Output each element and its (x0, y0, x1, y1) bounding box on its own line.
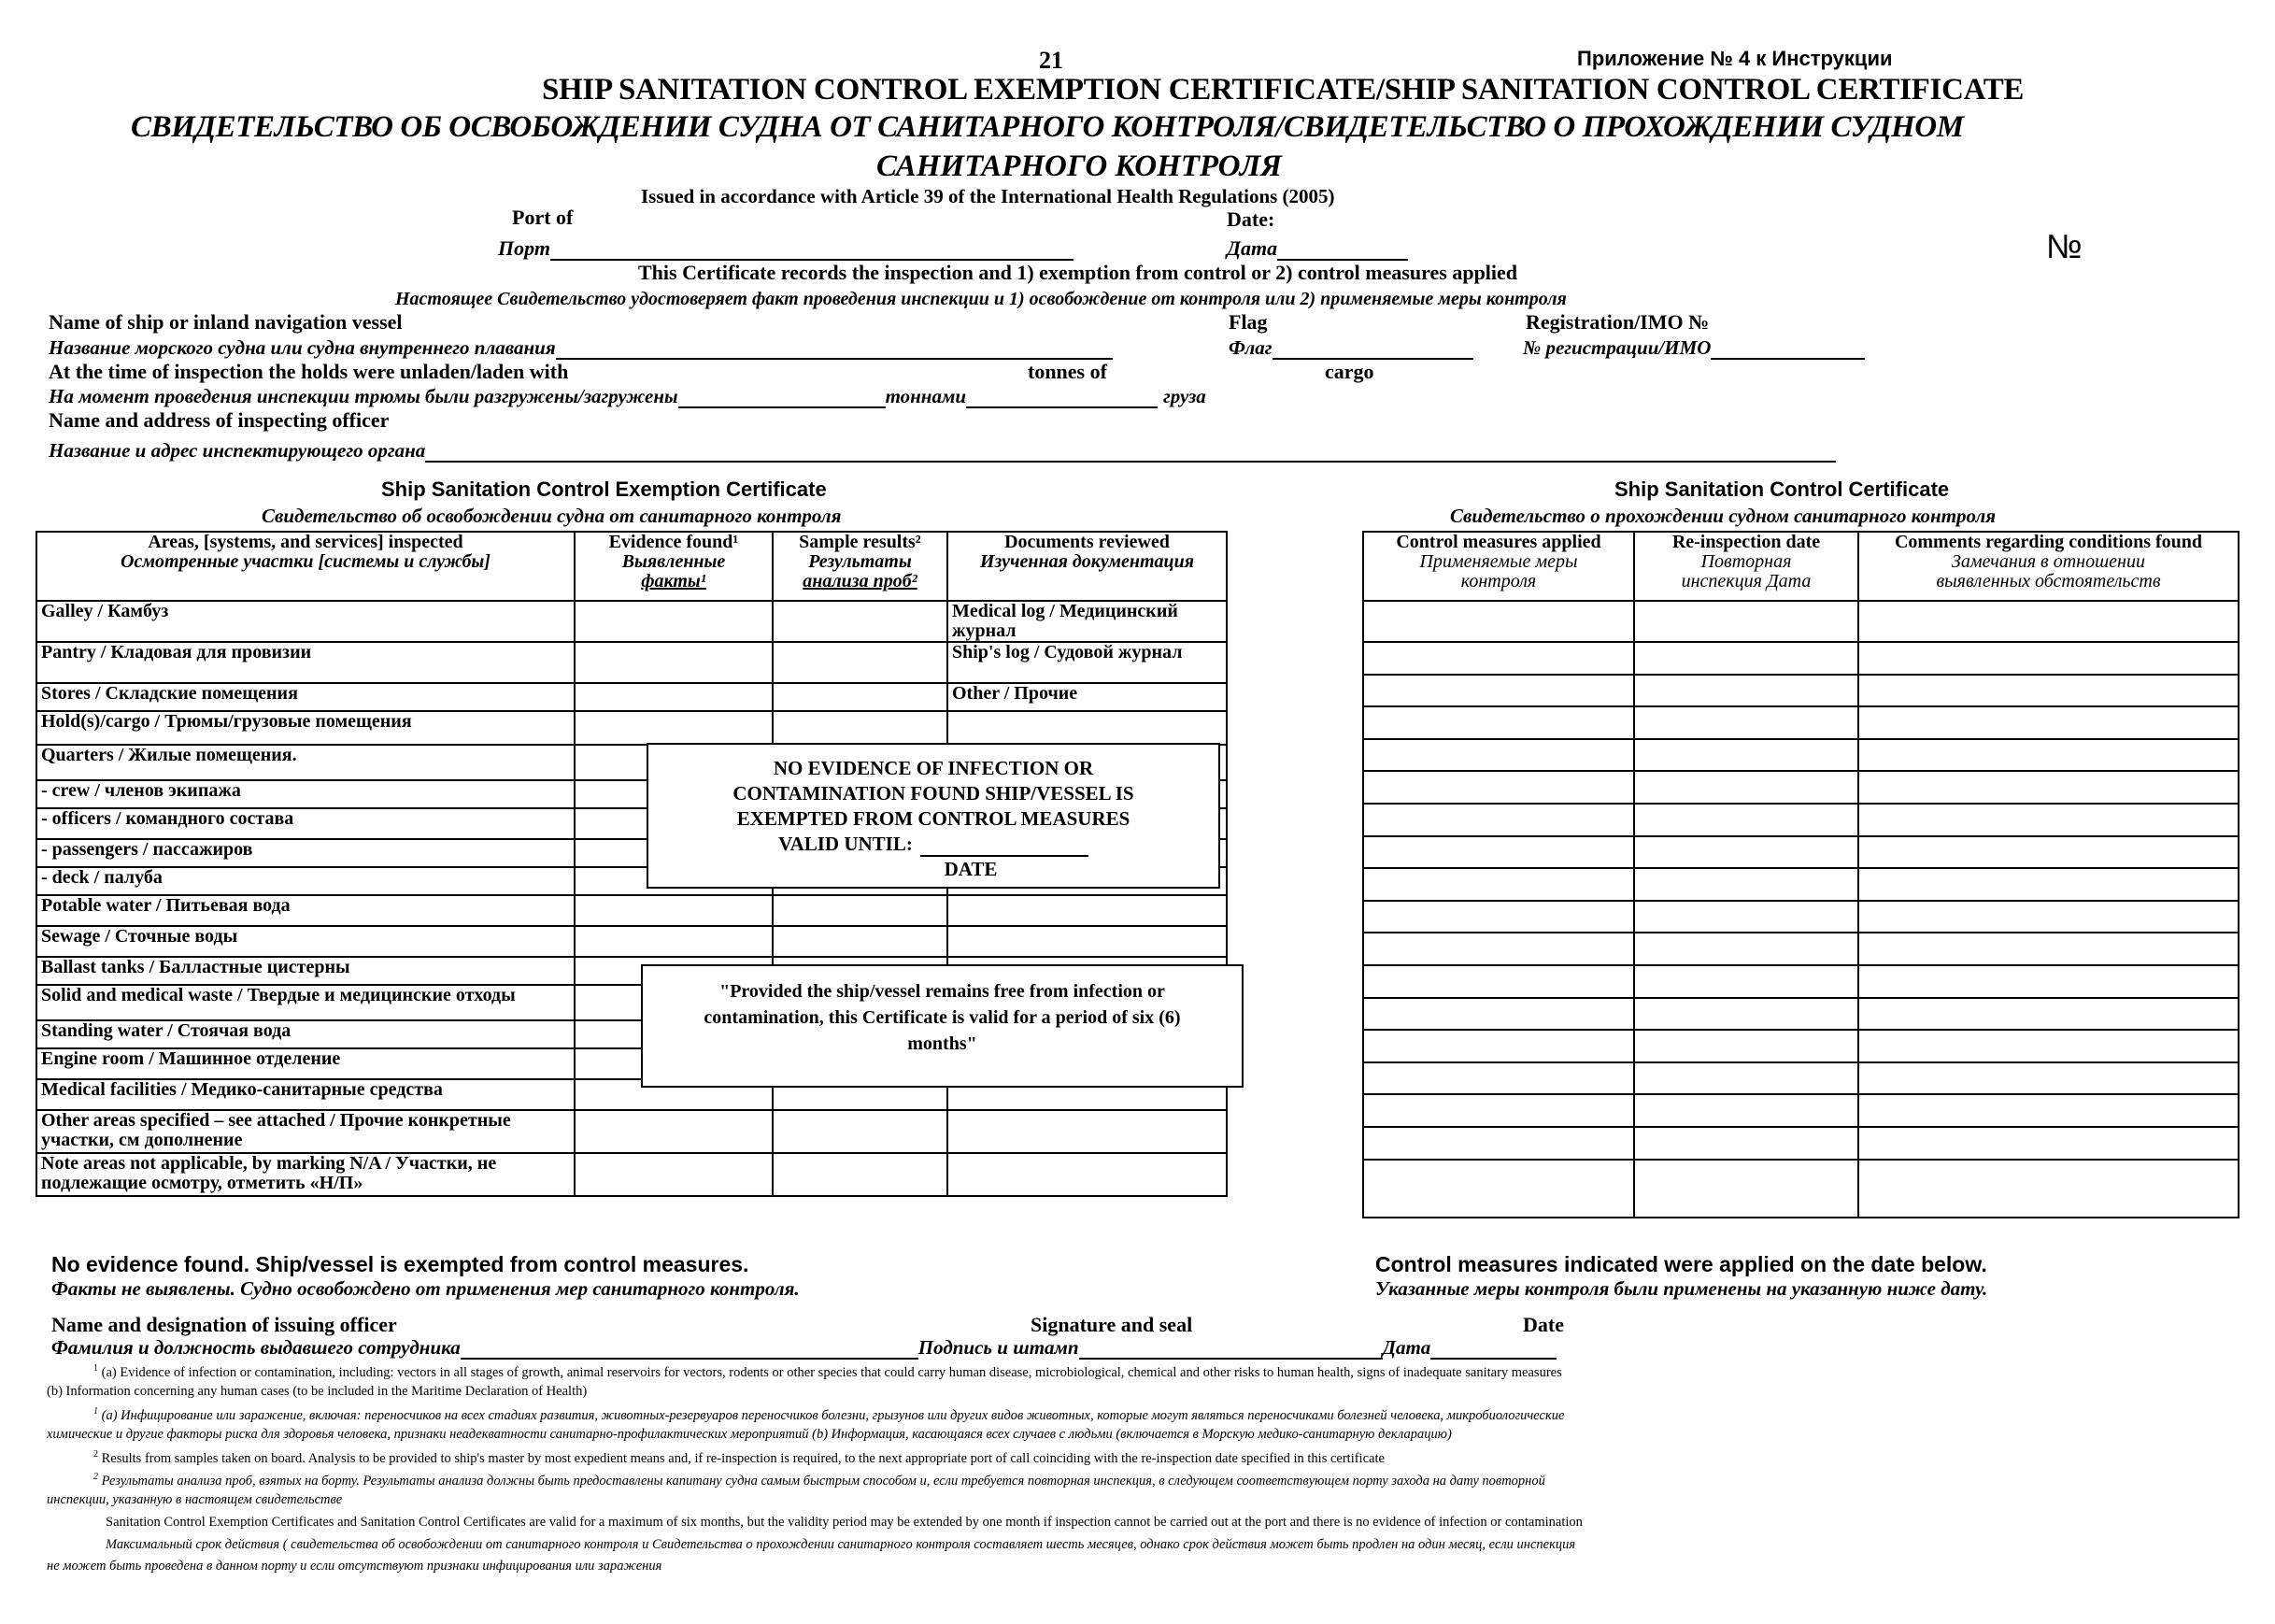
documents-cell[interactable] (947, 711, 1227, 745)
area-label: Stores / Складские помещения (41, 683, 298, 704)
measures-cell[interactable] (1363, 1030, 1634, 1062)
area-label: - deck / палуба (41, 867, 163, 888)
footnote-2-ru-a: $^2$ Результаты анализа проб, взятых на борту. Результаты анализа должны быть предоставлены капитану судна самым быстрым способом и, если требуется повторная инспекция, в следующем соответствующем порту захода на дату повторной (93, 1472, 1545, 1489)
measures-cell[interactable] (1363, 933, 1634, 965)
cargo-label: cargo (1325, 360, 1374, 383)
area-cell (36, 957, 575, 985)
table-row (36, 1153, 1227, 1196)
table-row (36, 895, 1227, 926)
date-field[interactable] (1277, 238, 1408, 261)
evidence-cell[interactable] (575, 711, 773, 745)
exemption-header-row (36, 532, 1227, 601)
footnote-1-en-a-text: (a) Evidence of infection or contamination, including: vectors in all stages of growth, animal reservoirs for vectors, rodents or other species that could carry human disease, microbiological, chemical and other risks to human health, signs of inadequate sanitary measures (101, 1364, 1562, 1380)
table-row (1363, 706, 2239, 739)
measures-cell[interactable] (1363, 1160, 1634, 1218)
table-row (1363, 804, 2239, 836)
area-label: - crew / членов экипажа (41, 780, 241, 801)
control-table (1362, 531, 2239, 1218)
issuing-officer-label-ru: Фамилия и должность выдавшего сотрудника (51, 1336, 461, 1359)
tonnes-label-ru: тоннами (885, 385, 967, 407)
measures-cell[interactable] (1363, 1062, 1634, 1095)
officer-field[interactable] (425, 440, 1836, 463)
registration-field[interactable] (1711, 337, 1865, 360)
footnote-1-en-a: $^1$ (a) Evidence of infection or contamination, including: vectors in all stages of growth, animal reservoirs for vectors, rodents or other species that could carry human disease, microbiological, chemical and other risks to human health, signs of inadequate sanitary measures (93, 1363, 1562, 1380)
evidence-cell[interactable] (575, 642, 773, 683)
area-label: Solid and medical waste / Твердые и медицинские отходы (41, 985, 516, 1005)
tonnes-field[interactable] (966, 386, 1158, 408)
area-label: Note areas not applicable, by marking N/A / Участки, не подлежащие осмотру, отметить «Н/П» (41, 1153, 497, 1193)
comments-cell[interactable] (1858, 1030, 2239, 1062)
measures-cell[interactable] (1363, 836, 1634, 869)
signature-date-label: Date (1523, 1313, 1564, 1336)
registration-label: Registration/IMO № (1526, 310, 1710, 334)
measures-cell[interactable] (1363, 965, 1634, 998)
ship-name-field[interactable] (556, 337, 1113, 360)
area-cell (36, 780, 575, 808)
reinspection-cell[interactable] (1634, 675, 1858, 707)
measures-cell[interactable] (1363, 804, 1634, 836)
measures-cell[interactable] (1363, 675, 1634, 707)
table-row (1363, 868, 2239, 901)
certificate-number-sign: № (2046, 227, 2083, 265)
area-cell (36, 1048, 575, 1079)
comments-cell[interactable] (1858, 1160, 2239, 1218)
col-areas-header-ru: Осмотренные участки [системы и службы] (121, 551, 491, 572)
table-row (36, 711, 1227, 745)
table-row (1363, 836, 2239, 869)
reinspection-cell[interactable] (1634, 998, 1858, 1031)
exemption-summary: No evidence found. Ship/vessel is exempted from control measures. (51, 1252, 749, 1276)
evidence-cell[interactable] (575, 601, 773, 642)
table-row (1363, 1030, 2239, 1062)
col-comments-header-ru-1: Замечания в отношении (1952, 551, 2145, 572)
title-english: SHIP SANITATION CONTROL EXEMPTION CERTIFICATE/SHIP SANITATION CONTROL CERTIFICATE (542, 73, 2025, 107)
exemption-title-ru: Свидетельство об освобождении судна от санитарного контроля (262, 505, 842, 527)
evidence-cell[interactable] (575, 895, 773, 926)
sample-cell[interactable] (773, 895, 947, 926)
col-measures-header: Control measures applied (1396, 532, 1601, 552)
col-measures-header-ru-2: контроля (1460, 571, 1537, 591)
control-summary: Control measures indicated were applied on the date below. (1375, 1252, 1987, 1276)
validity-stamp-box (641, 964, 1244, 1088)
col-measures-header-ru-1: Применяемые меры (1419, 551, 1578, 572)
table-row (36, 926, 1227, 957)
area-cell (36, 745, 575, 780)
footnote-1-ru-b: химические и другие факторы риска для здоровья человека, признаки неадекватности санитарно-профилактических мероприятий (b) Информация, касающаяся всех случаев с людьми (включается в Морскую медико-санитарную декларацию) (47, 1427, 1452, 1442)
validity-note-en: Sanitation Control Exemption Certificates and Sanitation Control Certificates are valid for a maximum of six months, but the validity period may be extended by one month if inspection cannot be carried out at the port and there is no evidence of infection or contamination (106, 1515, 1583, 1530)
reinspection-cell[interactable] (1634, 804, 1858, 836)
date-label-ru: Дата (1227, 236, 1278, 260)
records-text: This Certificate records the inspection and 1) exemption from control or 2) control measures applied (638, 261, 1518, 284)
title-russian-line-1: СВИДЕТЕЛЬСТВО ОБ ОСВОБОЖДЕНИИ СУДНА ОТ САНИТАРНОГО КОНТРОЛЯ/СВИДЕТЕЛЬСТВО О ПРОХОЖДЕНИИ СУДНОМ (131, 110, 1964, 144)
footnote-2-ru-b: инспекции, указанную в настоящем свидетельстве (47, 1492, 343, 1507)
exemption-title: Ship Sanitation Control Exemption Certificate (381, 477, 827, 501)
area-label: Quarters / Жилые помещения. (41, 745, 297, 765)
comments-cell[interactable] (1858, 836, 2239, 869)
area-cell (36, 642, 575, 683)
control-title-ru: Свидетельство о прохождении судном санитарного контроля (1450, 505, 1997, 527)
exemption-summary-ru: Факты не выявлены. Судно освобождено от применения мер санитарного контроля. (51, 1277, 800, 1300)
area-cell (36, 926, 575, 957)
area-label: Standing water / Стоячая вода (41, 1020, 291, 1041)
measures-cell[interactable] (1363, 1127, 1634, 1160)
evidence-cell[interactable] (575, 1153, 773, 1196)
signature-label: Signature and seal (1031, 1313, 1193, 1336)
area-cell (36, 711, 575, 745)
col-reinspection-header: Re-inspection date (1671, 532, 1821, 552)
area-cell (36, 683, 575, 711)
officer-label: Name and address of inspecting officer (49, 408, 390, 432)
evidence-cell[interactable] (575, 1110, 773, 1153)
appendix-note: Приложение № 4 к Инструкции (1577, 47, 1893, 70)
area-label: Other areas specified – see attached / Прочие конкретные участки, см дополнение (41, 1110, 511, 1150)
records-text-ru: Настоящее Свидетельство удостоверяет факт проведения инспекции и 1) освобождение от контроля или 2) применяемые меры контроля (395, 289, 1567, 309)
area-cell (36, 1079, 575, 1110)
measures-cell[interactable] (1363, 901, 1634, 933)
flag-label: Flag (1229, 310, 1268, 334)
table-row (1363, 998, 2239, 1031)
documents-cell[interactable] (947, 926, 1227, 957)
comments-cell[interactable] (1858, 804, 2239, 836)
area-cell (36, 867, 575, 895)
measures-cell[interactable] (1363, 998, 1634, 1031)
area-cell (36, 808, 575, 839)
registration-label-ru: № регистрации/ИМО (1523, 336, 1712, 359)
sample-cell[interactable] (773, 711, 947, 745)
exemption-stamp-text: NO EVIDENCE OF INFECTION OR CONTAMINATION FOUND SHIP/VESSEL IS EXEMPTED FROM CONTROL MEASURES (732, 757, 1134, 830)
valid-until-field[interactable] (920, 838, 1088, 857)
area-cell (36, 1020, 575, 1048)
measures-cell[interactable] (1363, 1094, 1634, 1127)
control-summary-ru: Указанные меры контроля были применены на указанную ниже дату. (1375, 1277, 1988, 1300)
comments-cell[interactable] (1858, 771, 2239, 804)
measures-cell[interactable] (1363, 601, 1634, 642)
comments-cell[interactable] (1858, 1062, 2239, 1095)
reinspection-cell[interactable] (1634, 933, 1858, 965)
table-row (1363, 675, 2239, 707)
measures-cell[interactable] (1363, 642, 1634, 675)
document-label: Ship's log / Судовой журнал (952, 642, 1183, 662)
sample-cell[interactable] (773, 1110, 947, 1153)
issuing-officer-field[interactable] (461, 1337, 918, 1360)
reinspection-cell[interactable] (1634, 739, 1858, 772)
area-label: Sewage / Сточные воды (41, 926, 238, 947)
area-label: Hold(s)/cargo / Трюмы/грузовые помещения (41, 711, 412, 732)
table-row (1363, 965, 2239, 998)
col-areas-header: Areas, [systems, and services] inspected (148, 532, 463, 552)
area-label: Engine room / Машинное отделение (41, 1048, 341, 1069)
sample-cell[interactable] (773, 926, 947, 957)
document-label: Other / Прочие (952, 683, 1078, 704)
signature-date-field[interactable] (1430, 1337, 1557, 1360)
comments-cell[interactable] (1858, 675, 2239, 707)
area-label: - officers / командного состава (41, 808, 294, 829)
col-docs-header-ru: Изученная документация (979, 551, 1195, 572)
evidence-cell[interactable] (575, 683, 773, 711)
comments-cell[interactable] (1858, 901, 2239, 933)
port-field[interactable] (550, 238, 1074, 261)
footnote-2-en-text: Results from samples taken on board. Analysis to be provided to ship's master by most expedient means and, if re-inspection is required, to the next appropriate port of call coinciding with the re-inspection date specified in this certificate (101, 1450, 1385, 1466)
port-label: Port of (512, 206, 574, 229)
table-row (1363, 1160, 2239, 1218)
comments-cell[interactable] (1858, 965, 2239, 998)
holds-label-ru: На момент проведения инспекции трюмы были разгружены/загружены (49, 385, 678, 407)
comments-cell[interactable] (1858, 933, 2239, 965)
table-row (1363, 739, 2239, 772)
sample-cell[interactable] (773, 642, 947, 683)
footnote-1-en-b: (b) Information concerning any human cases (to be included in the Maritime Declaration of Health) (47, 1384, 588, 1399)
signature-label-ru: Подпись и штамп (917, 1336, 1079, 1359)
signature-date-label-ru: Дата (1382, 1336, 1431, 1359)
valid-until-label: VALID UNTIL: (778, 833, 913, 855)
col-docs-header: Documents reviewed (1004, 532, 1170, 552)
footnote-1-ru-a: $^1$ (а) Инфицирование или заражение, включая: переносчиков на всех стадиях развития, животных-резервуаров переносчиков болезни, грызунов или других видов животных, которые могут являться переносчиками болезней человека, микробиологические (93, 1406, 1565, 1423)
sample-cell[interactable] (773, 1153, 947, 1196)
area-label: Medical facilities / Медико-санитарные средства (41, 1079, 443, 1100)
col-comments-header: Comments regarding conditions found (1894, 532, 2203, 552)
table-row (1363, 1062, 2239, 1095)
cargo-label-ru: груза (1163, 385, 1206, 407)
area-cell (36, 601, 575, 642)
officer-label-ru: Название и адрес инспектирующего органа (49, 439, 426, 462)
area-cell (36, 985, 575, 1020)
reinspection-cell[interactable] (1634, 642, 1858, 675)
comments-cell[interactable] (1858, 706, 2239, 739)
validity-stamp-text: "Provided the ship/vessel remains free from infection or contamination, this Certificate is valid for a period of six (6) months" (704, 981, 1181, 1054)
holds-field[interactable] (678, 386, 886, 408)
comments-cell[interactable] (1858, 1094, 2239, 1127)
reinspection-cell[interactable] (1634, 868, 1858, 901)
reinspection-cell[interactable] (1634, 1094, 1858, 1127)
table-row (1363, 771, 2239, 804)
ship-name-label: Name of ship or inland navigation vessel (49, 310, 403, 334)
reinspection-cell[interactable] (1634, 601, 1858, 642)
col-evidence-header-ru-2: факты¹ (641, 571, 706, 591)
documents-cell[interactable] (947, 683, 1227, 711)
footnote-2-ru-a-text: Результаты анализа проб, взятых на борту. Результаты анализа должны быть предоставлены капитану судна самым быстрым способом и, если требуется повторная инспекция, в следующем соответствующем порту захода на дату повторной (101, 1473, 1545, 1489)
col-comments-header-ru-2: выявленных обстоятельств (1936, 571, 2161, 591)
area-label: Galley / Камбуз (41, 601, 169, 621)
table-row (36, 683, 1227, 711)
reinspection-cell[interactable] (1634, 1030, 1858, 1062)
col-reinspection-header-ru-1: Повторная (1700, 551, 1792, 572)
area-cell (36, 895, 575, 926)
table-row (1363, 601, 2239, 642)
measures-cell[interactable] (1363, 771, 1634, 804)
table-row (36, 642, 1227, 683)
validity-note-ru-a: Максимальный срок действия ( свидетельства об освобождении от санитарного контроля и Свидетельства о прохождении санитарного контроля составляет шесть месяцев, однако срок действия может быть продлен на один месяц, если инспекция (106, 1537, 1576, 1552)
issued-note: Issued in accordance with Article 39 of the International Health Regulations (2005) (641, 185, 1335, 207)
area-cell (36, 1153, 575, 1196)
documents-cell[interactable] (947, 642, 1227, 683)
port-label-ru: Порт (498, 236, 550, 260)
comments-cell[interactable] (1858, 642, 2239, 675)
col-sample-header-ru-2: анализа проб² (803, 571, 917, 591)
documents-cell[interactable] (947, 601, 1227, 642)
area-label: Potable water / Питьевая вода (41, 895, 291, 916)
col-evidence-header: Evidence found¹ (608, 532, 739, 552)
date-label: Date: (1227, 207, 1275, 231)
measures-cell[interactable] (1363, 706, 1634, 739)
table-row (36, 1110, 1227, 1153)
signature-field[interactable] (1079, 1337, 1383, 1360)
footnote-1-ru-a-text: (а) Инфицирование или заражение, включая: переносчиков на всех стадиях развития, животных-резервуаров переносчиков болезни, грызунов или других видов животных, которые могут являться переносчиками болезней человека, микробиологические (101, 1407, 1565, 1423)
sample-cell[interactable] (773, 601, 947, 642)
title-russian-line-2: САНИТАРНОГО КОНТРОЛЯ (876, 150, 1283, 183)
ship-name-label-ru: Название морского судна или судна внутреннего плавания (49, 336, 556, 359)
table-row (1363, 901, 2239, 933)
measures-cell[interactable] (1363, 739, 1634, 772)
reinspection-cell[interactable] (1634, 965, 1858, 998)
page-number: 21 (1039, 47, 1063, 74)
table-row (1363, 933, 2239, 965)
table-row (1363, 642, 2239, 675)
col-evidence-header-ru-1: Выявленные (621, 551, 726, 572)
tonnes-label: tonnes of (1028, 360, 1107, 383)
reinspection-cell[interactable] (1634, 1160, 1858, 1218)
flag-label-ru: Флаг (1229, 336, 1273, 359)
comments-cell[interactable] (1858, 739, 2239, 772)
area-label: Pantry / Кладовая для провизии (41, 642, 312, 662)
validity-note-ru-b: не может быть проведена в данном порту и если отсутствуют признаки инфицирования или заражения (47, 1559, 662, 1574)
col-reinspection-header-ru-2: инспекция Дата (1681, 571, 1812, 591)
area-label: - passengers / пассажиров (41, 839, 253, 860)
table-row (36, 601, 1227, 642)
area-cell (36, 839, 575, 867)
documents-cell[interactable] (947, 895, 1227, 926)
control-header-row (1363, 532, 2239, 601)
measures-cell[interactable] (1363, 868, 1634, 901)
sample-cell[interactable] (773, 683, 947, 711)
documents-cell[interactable] (947, 1110, 1227, 1153)
comments-cell[interactable] (1858, 998, 2239, 1031)
holds-label: At the time of inspection the holds were unladen/laden with (49, 360, 569, 383)
col-sample-header: Sample results² (799, 532, 921, 552)
footnote-2-en: $^2$ Results from samples taken on board. Analysis to be provided to ship's master by most expedient means and, if re-inspection is required, to the next appropriate port of call coinciding with the re-inspection date specified in this certificate (93, 1449, 1385, 1466)
reinspection-cell[interactable] (1634, 771, 1858, 804)
exemption-stamp-box (647, 743, 1220, 889)
control-title: Ship Sanitation Control Certificate (1614, 477, 1950, 501)
reinspection-cell[interactable] (1634, 1127, 1858, 1160)
area-label: Ballast tanks / Балластные цистерны (41, 957, 350, 977)
issuing-officer-label: Name and designation of issuing officer (51, 1313, 397, 1336)
area-cell (36, 1110, 575, 1153)
reinspection-cell[interactable] (1634, 901, 1858, 933)
comments-cell[interactable] (1858, 1127, 2239, 1160)
valid-until-date-label: DATE (944, 858, 998, 880)
evidence-cell[interactable] (575, 926, 773, 957)
documents-cell[interactable] (947, 1153, 1227, 1196)
reinspection-cell[interactable] (1634, 706, 1858, 739)
comments-cell[interactable] (1858, 601, 2239, 642)
reinspection-cell[interactable] (1634, 836, 1858, 869)
table-row (1363, 1127, 2239, 1160)
reinspection-cell[interactable] (1634, 1062, 1858, 1095)
flag-field[interactable] (1273, 337, 1473, 360)
document-label: Medical log / Медицинский журнал (952, 601, 1178, 641)
comments-cell[interactable] (1858, 868, 2239, 901)
table-row (1363, 1094, 2239, 1127)
col-sample-header-ru-1: Результаты (808, 551, 912, 572)
